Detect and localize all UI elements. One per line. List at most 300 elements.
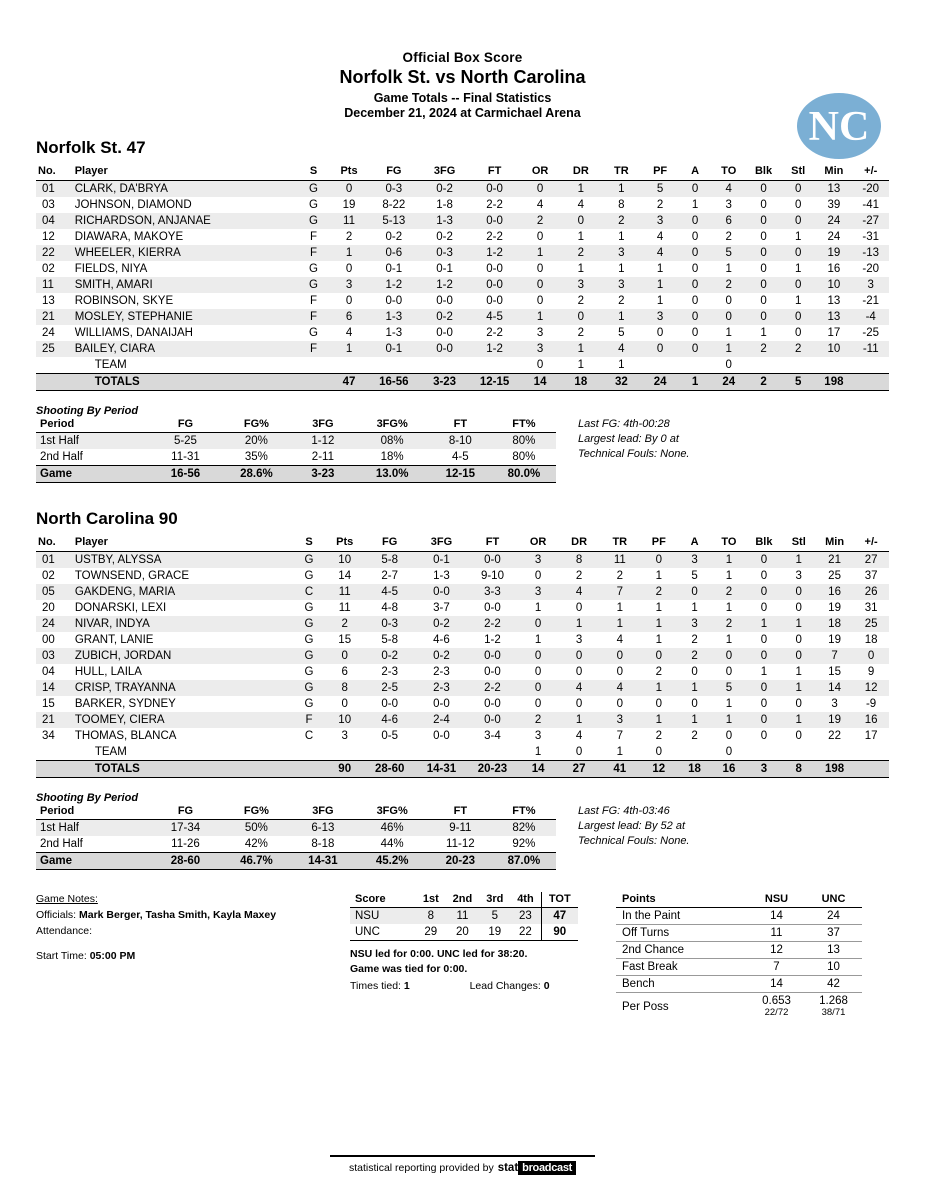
player-stat-min: 13 [815,309,852,325]
player-number: 05 [36,584,73,600]
officials-line [36,908,336,924]
player-stat-ft: 0-0 [486,263,503,275]
player-stat-dr: 1 [577,231,585,243]
table-row [36,277,889,293]
player-stat-fg3: 0-0 [416,584,468,600]
totals-cell: 24 [711,374,746,391]
team-row-cell: 0 [725,746,733,758]
player-stat-pm: -20 [852,181,889,198]
officials-value: Mark Berger, Tasha Smith, Kayla Maxey [79,908,277,921]
player-stat-or: 4 [536,199,544,211]
player-stat-a: 0 [678,584,712,600]
player-stat-or: 1 [520,309,561,325]
player-stat-pf: 2 [655,730,662,742]
player-stat-ft: 0-0 [467,552,517,569]
player-number: 04 [42,666,55,678]
col-ft: FT [467,535,517,552]
player-stat-to: 1 [725,263,732,275]
player-stat-pts: 1 [330,245,368,261]
player-stat-s: G [304,666,314,678]
tied-changes-line [350,980,580,992]
points-row-label: In the Paint [616,908,748,925]
shooting-header-row [36,804,556,820]
player-stat-blk: 1 [746,616,781,632]
player-stat-a: 1 [678,680,712,696]
col-stl: Stl [782,535,816,552]
col-no: No. [36,535,73,552]
player-stat-tr: 3 [601,277,641,293]
player-stat-or: 3 [536,327,544,339]
player-stat-or: 1 [534,602,542,614]
player-stat-pts: 19 [342,199,356,211]
player-number: 03 [42,199,55,211]
player-stat-tr: 4 [616,634,623,646]
player-number: 11 [36,277,73,293]
totals-cell: 2 [746,374,781,391]
table-row [36,309,889,325]
player-stat-ft: 4-5 [470,309,520,325]
player-stat-blk: 0 [760,231,767,243]
player-name: TOOMEY, CIERA [73,712,293,728]
player-stat-dr: 0 [575,698,583,710]
player-stat-ft: 0-0 [467,712,517,728]
player-stat-pts: 0 [330,181,368,198]
player-stat-dr: 3 [560,277,601,293]
shooting-cell-fg3p: 46% [355,820,428,837]
page-header [0,0,925,120]
player-stat-or: 0 [536,263,544,275]
game-notes-block [36,892,336,965]
team2-technical-fouls: Technical Fouls: None. [578,834,690,847]
player-stat-or: 3 [518,552,559,569]
table-row [36,728,889,744]
player-number: 13 [42,295,55,307]
shooting-cell-period: 1st Half [36,820,148,837]
linescore-cell-q1: 8 [416,908,446,925]
player-stat-dr: 8 [559,552,600,569]
player-stat-dr: 0 [575,602,583,614]
col-pts: Pts [330,164,368,181]
player-stat-pf: 1 [656,263,664,275]
player-name: THOMAS, BLANCA [74,730,177,742]
player-stat-tr: 1 [618,263,625,275]
linescore-block [350,892,580,992]
team2-title: North Carolina 90 [36,509,178,528]
totals-cell: 3-23 [420,374,470,391]
shooting-cell-ftp: 80% [512,451,536,463]
player-stat-blk: 0 [760,602,768,614]
player-stat-pts: 1 [330,341,368,357]
player-stat-to: 1 [725,570,733,582]
player-stat-fg: 4-6 [364,712,416,728]
player-stat-min: 19 [828,602,841,614]
points-table [616,892,862,1020]
ls-col-tot: TOT [541,892,578,908]
shooting-cell-period: Game [36,466,148,483]
player-stat-tr: 0 [616,698,623,710]
totals-cell: TOTALS [73,374,297,391]
totals-cell: 1 [679,374,712,391]
points-row-unc: 42 [805,976,862,993]
player-stat-tr: 4 [600,680,641,696]
totals-cell: 20-23 [467,761,517,778]
col-3fg: 3FG [420,164,470,181]
player-stat-pf: 1 [655,634,662,646]
player-stat-or: 1 [534,634,542,646]
pts-col-unc: UNC [805,892,862,908]
player-stat-pf: 0 [656,327,664,339]
shooting-cell-fg3: 3-23 [290,466,355,483]
player-stat-dr: 2 [575,570,583,582]
player-stat-stl: 0 [795,730,802,742]
totals-cell: 12-15 [470,374,520,391]
team1-shooting-table [36,417,556,483]
team-row-cell [746,357,781,374]
player-stat-stl: 0 [795,634,802,646]
player-stat-fg: 5-8 [381,634,398,646]
sh-col-ft: FT [429,804,492,820]
ls-col-1st: 1st [416,892,446,908]
shooting-header-row [36,417,556,433]
player-stat-blk: 1 [760,666,768,678]
player-stat-ft: 2-2 [467,616,517,632]
player-name: MOSLEY, STEPHANIE [73,309,297,325]
points-row-nsu: 7 [748,959,805,976]
col-tr: TR [601,164,641,181]
player-stat-a: 0 [679,341,712,357]
player-stat-pm: 25 [853,616,889,632]
player-stat-fg3: 2-3 [433,666,450,678]
player-stat-a: 1 [678,712,712,728]
totals-cell: 14 [520,374,561,391]
player-stat-or: 3 [520,341,561,357]
table-row [36,584,889,600]
player-stat-pm: -13 [852,245,889,261]
player-number: 15 [42,698,55,710]
totals-cell: 24 [642,374,679,391]
player-stat-s: G [309,327,318,339]
matchup-title: Norfolk St. vs North Carolina [339,67,586,87]
player-stat-fg3: 2-3 [416,680,468,696]
points-row-label: Per Poss [622,1000,669,1013]
table-row [36,293,889,309]
team2-shooting-title: Shooting By Period [36,792,139,804]
linescore-header-row [350,892,578,908]
lead-note-2: Game was tied for 0:00. [350,963,468,976]
player-stat-blk: 0 [760,263,767,275]
player-stat-fg: 0-1 [368,341,420,357]
player-stat-stl: 0 [795,602,802,614]
player-number: 02 [42,570,55,582]
table-row [36,632,889,648]
player-stat-tr: 1 [601,181,641,198]
player-stat-min: 13 [815,181,852,198]
totals-cell: 41 [600,761,641,778]
player-stat-to: 5 [712,680,747,696]
player-stat-min: 24 [815,213,852,229]
team-row-cell [470,357,520,374]
player-stat-min: 17 [827,327,841,339]
player-stat-fg3: 0-3 [420,245,470,261]
totals-cell: 18 [678,761,712,778]
player-stat-stl: 1 [795,231,802,243]
player-stat-to: 1 [725,698,733,710]
player-stat-blk: 0 [746,584,781,600]
shooting-cell-fgp: 46.7% [222,853,290,870]
player-stat-fg: 1-3 [368,309,420,325]
shooting-cell-fgp: 42% [244,838,268,850]
team-rebound-row [36,744,889,761]
player-stat-dr: 2 [560,245,601,261]
points-row-unc: 10 [805,959,862,976]
player-stat-pts: 8 [326,680,364,696]
times-tied-label: Times tied: [350,980,401,993]
player-stat-min: 19 [816,712,853,728]
player-stat-pf: 2 [655,666,662,678]
player-stat-s: G [292,616,325,632]
player-stat-pm: 0 [853,648,889,664]
table-row [36,600,889,616]
player-stat-s: G [304,634,314,646]
player-stat-s: F [310,231,318,243]
col-blk: Blk [746,535,781,552]
player-stat-dr: 4 [559,584,600,600]
totals-cell [852,374,889,391]
player-stat-pf: 1 [640,680,677,696]
col-dr: DR [560,164,601,181]
totals-cell [292,761,325,778]
brand-broadcast: broadcast [518,1161,576,1175]
player-stat-pm: -9 [865,698,877,710]
player-stat-s: G [297,277,330,293]
player-stat-a: 0 [691,698,698,710]
player-stat-a: 2 [678,648,712,664]
player-stat-pm: -25 [862,327,880,339]
team2-box-wrap [0,535,925,778]
player-stat-or: 0 [518,648,559,664]
sh-col-period: Period [36,417,148,433]
player-stat-pts: 11 [330,213,368,229]
player-stat-pf: 1 [642,277,679,293]
player-stat-fg: 0-0 [381,698,398,710]
player-stat-or: 0 [534,698,542,710]
player-stat-stl: 0 [795,698,802,710]
player-stat-stl: 1 [795,263,802,275]
player-stat-pm: -20 [862,263,880,275]
footer [0,1155,925,1175]
team-row-cell: 1 [577,359,585,371]
player-stat-pm: 37 [864,570,878,582]
shooting-row [36,836,556,853]
player-stat-blk: 0 [746,552,781,569]
col-dr: DR [559,535,600,552]
player-number: 34 [42,730,55,742]
points-row-nsu: 12 [748,942,805,959]
player-name: NIVAR, INDYA [73,616,293,632]
player-stat-fg: 0-0 [385,295,403,307]
col-stl: Stl [781,164,815,181]
shooting-cell-fg3p: 44% [380,838,404,850]
player-name: BAILEY, CIARA [73,341,297,357]
player-stat-min: 18 [816,616,853,632]
team-row-cell [781,357,815,374]
player-stat-fg: 0-3 [368,181,420,198]
player-stat-fg: 0-1 [385,263,403,275]
points-row-nsu: 14 [748,908,805,925]
player-stat-pm: 9 [867,666,875,678]
player-stat-ft: 2-2 [486,231,503,243]
shooting-cell-fg3p: 13.0% [355,466,428,483]
shooting-cell-period: 2nd Half [40,838,83,850]
team-row-cell [746,744,781,761]
table-row [36,197,889,213]
player-stat-s: G [292,648,325,664]
totals-cell: 14 [518,761,559,778]
player-stat-pm: -4 [852,309,889,325]
shooting-cell-fgp: 50% [222,820,290,837]
player-stat-pts: 2 [345,231,353,243]
player-stat-fg3: 0-0 [436,295,453,307]
player-stat-or: 0 [518,616,559,632]
player-stat-fg3: 2-4 [416,712,468,728]
team-row-cell [642,357,679,374]
player-name: HULL, LAILA [74,666,142,678]
player-stat-ft: 1-2 [470,245,520,261]
shooting-row [36,820,556,837]
linescore-cell-q3: 5 [479,908,510,925]
sh-col-3fg: 3FG [290,417,355,433]
player-stat-dr: 4 [575,730,583,742]
player-stat-pts: 15 [338,634,352,646]
totals-cell [853,761,889,778]
player-stat-a: 1 [691,199,699,211]
table-row [36,616,889,632]
shooting-cell-ftp: 87.0% [492,853,556,870]
player-stat-fg: 1-2 [368,277,420,293]
shooting-row [36,853,556,870]
player-stat-dr: 0 [559,648,600,664]
ls-col-2nd: 2nd [446,892,480,908]
player-stat-or: 2 [518,712,559,728]
footer-credit [349,1161,576,1175]
player-number: 01 [36,552,73,569]
svg-text:NC: NC [808,104,870,150]
player-stat-ft: 3-4 [484,730,501,742]
sh-col-ftpct: FT% [492,417,556,433]
player-stat-pts: 10 [326,712,364,728]
shooting-cell-fg: 16-56 [148,466,222,483]
linescore-cell-q4: 23 [510,908,541,925]
player-stat-fg3: 1-2 [420,277,470,293]
player-stat-pm: 26 [853,584,889,600]
table-row [36,712,889,728]
shooting-cell-fgp: 28.6% [222,466,290,483]
player-stat-fg3: 0-2 [416,616,468,632]
player-stat-pm: -21 [862,295,880,307]
player-stat-pf: 1 [655,602,662,614]
shooting-cell-ftp: 80% [492,433,556,450]
shooting-cell-period: 1st Half [36,433,148,450]
player-stat-dr: 2 [577,295,585,307]
col-a: A [679,164,712,181]
totals-cell: 5 [781,374,815,391]
player-stat-or: 0 [518,680,559,696]
player-stat-pm: -27 [852,213,889,229]
player-stat-to: 1 [712,552,747,569]
player-stat-tr: 7 [616,730,623,742]
totals-cell: 198 [815,374,852,391]
player-stat-blk: 0 [760,730,768,742]
player-stat-fg: 4-5 [364,584,416,600]
player-stat-or: 0 [536,231,544,243]
player-stat-min: 15 [828,666,841,678]
player-stat-to: 2 [725,231,732,243]
player-stat-tr: 3 [601,245,641,261]
shooting-cell-fgp: 20% [222,433,290,450]
player-stat-s: F [297,341,330,357]
player-stat-blk: 0 [746,712,781,728]
player-stat-dr: 1 [577,263,585,275]
player-stat-blk: 0 [746,309,781,325]
player-name: GRANT, LANIE [74,634,154,646]
player-stat-dr: 0 [560,213,601,229]
col-to: TO [711,164,746,181]
player-stat-pts: 0 [345,295,353,307]
totals-row [36,761,889,778]
points-row-label: Fast Break [616,959,748,976]
player-stat-pf: 2 [656,199,664,211]
ls-col-3rd: 3rd [479,892,510,908]
team1-last-fg: Last FG: 4th-00:28 [578,418,670,430]
player-stat-stl: 0 [781,213,815,229]
player-stat-dr: 3 [575,634,583,646]
col-fg: FG [364,535,416,552]
col-or: OR [518,535,559,552]
player-name: CRISP, TRAYANNA [73,680,293,696]
linescore-cell-q3: 19 [479,924,510,941]
player-stat-pf: 1 [640,712,677,728]
player-stat-stl: 1 [782,680,816,696]
col-player: Player [73,535,293,552]
totals-cell [297,374,330,391]
game-date-venue: December 21, 2024 at Carmichael Arena [344,106,581,120]
player-stat-or: 0 [520,277,561,293]
team-row-cell: 1 [534,746,542,758]
player-stat-fg3: 0-0 [436,327,453,339]
table-row [36,568,889,584]
totals-cell: 16-56 [368,374,420,391]
player-stat-fg3: 0-0 [433,730,450,742]
col-a: A [678,535,712,552]
player-stat-to: 1 [711,341,746,357]
player-stat-blk: 0 [746,680,781,696]
player-stat-ft: 3-3 [467,584,517,600]
totals-cell: 18 [560,374,601,391]
player-stat-fg: 0-5 [381,730,398,742]
team-row-cell [330,357,368,374]
player-stat-dr: 1 [559,616,600,632]
player-stat-pm: 17 [864,730,878,742]
player-stat-s: F [292,712,325,728]
player-stat-dr: 1 [560,181,601,198]
footer-credit-text: statistical reporting provided by [348,1162,494,1174]
player-stat-s: G [292,552,325,569]
shooting-cell-ftp: 92% [512,838,536,850]
player-stat-a: 5 [691,570,698,582]
shooting-cell-fg: 28-60 [148,853,222,870]
shooting-row [36,466,556,483]
player-stat-pts: 14 [338,570,352,582]
